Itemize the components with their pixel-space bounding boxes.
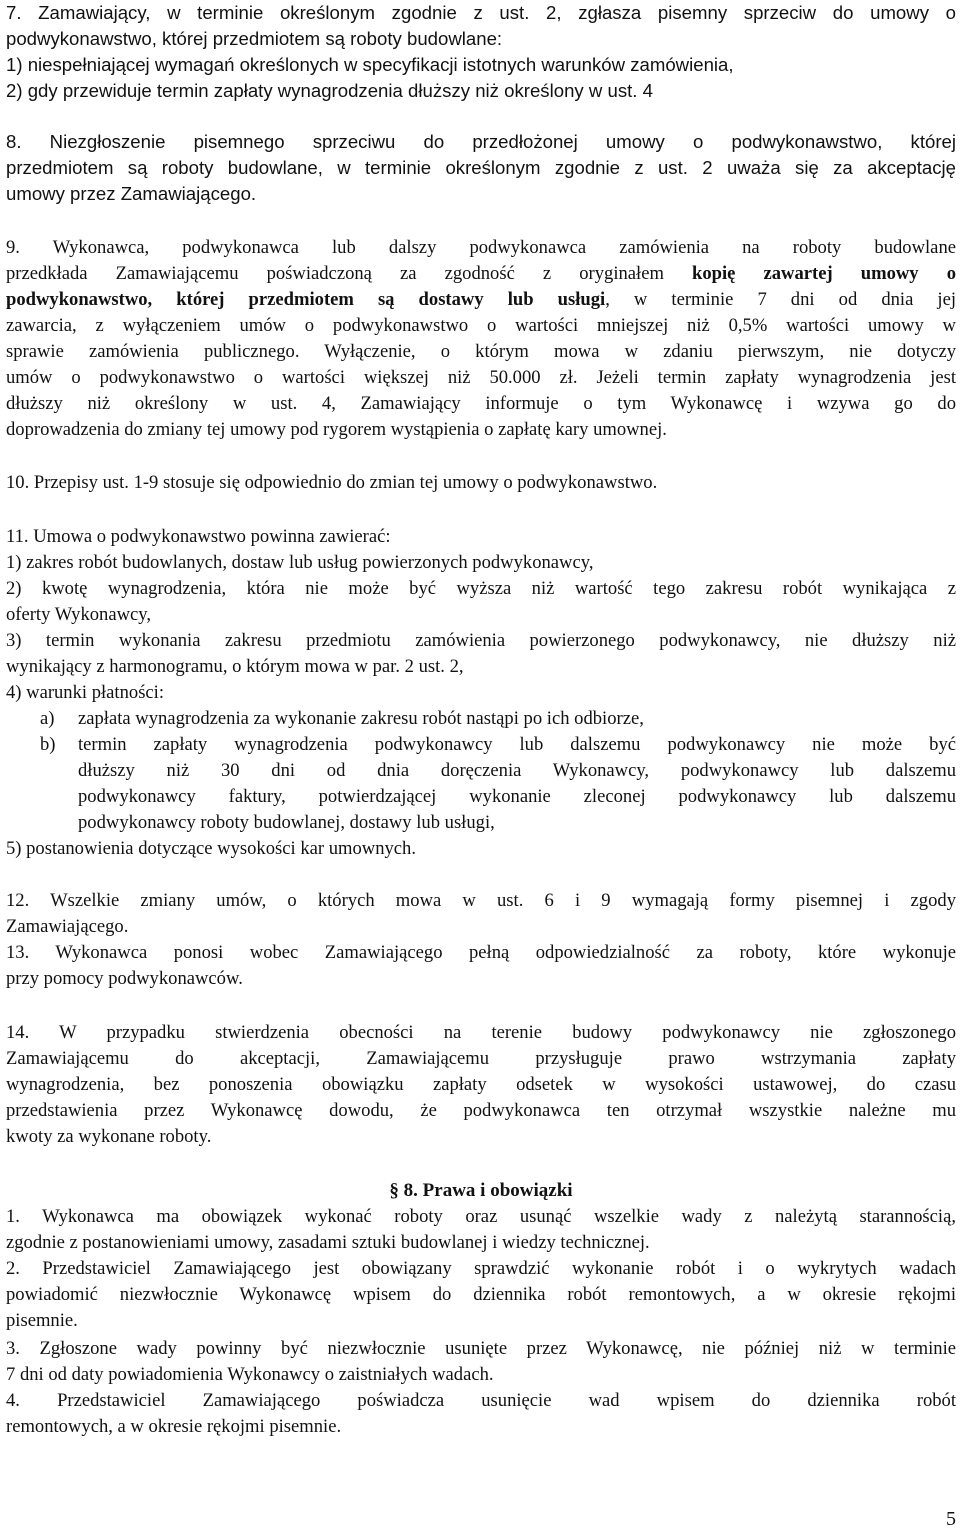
rights-line-6: 3. Zgłoszone wady powinny być niezwłocznie usunięte przez Wykonawcę, nie później niż w terminie (6, 1338, 956, 1359)
paragraph-11-item-2-line-2: oferty Wykonawcy, (6, 604, 151, 625)
paragraph-14-line-2: Zamawiającemu do akceptacji, Zamawiającemu przysługuje prawo wstrzymania zapłaty (6, 1048, 956, 1069)
rights-line-2: zgodnie z postanowieniami umowy, zasadami sztuki budowlanej i wiedzy technicznej. (6, 1232, 650, 1253)
subitem-b-line-1: termin zapłaty wynagrodzenia podwykonawcy lub dalszemu podwykonawcy nie może być (78, 734, 956, 755)
paragraph-10: 10. Przepisy ust. 1-9 stosuje się odpowiednio do zmian tej umowy o podwykonawstwo. (6, 472, 658, 493)
page-number: 5 (946, 1508, 956, 1530)
paragraph-14-line-1: 14. W przypadku stwierdzenia obecności na terenie budowy podwykonawcy nie zgłoszonego (6, 1022, 956, 1043)
paragraph-11-item-4: 4) warunki płatności: (6, 682, 165, 703)
subitem-a-label: a) (40, 708, 55, 729)
paragraph-9-line-6: umów o podwykonawstwo o wartości większej niż 50.000 zł. Jeżeli termin zapłaty wynagrodzenia jest (6, 367, 956, 388)
paragraph-9-text: , w terminie 7 dni od dnia jej (605, 289, 956, 310)
subitem-a-text: zapłata wynagrodzenia za wykonanie zakresu robót nastąpi po ich odbiorze, (78, 708, 644, 729)
paragraph-8-line-2: przedmiotem są roboty budowlane, w terminie określonym zgodnie z ust. 2 uważa się za akceptację (6, 157, 956, 178)
subitem-b-line-2: dłuższy niż 30 dni od dnia doręczenia Wykonawcy, podwykonawcy lub dalszemu (78, 760, 956, 781)
paragraph-11-item-5: 5) postanowienia dotyczące wysokości kar umownych. (6, 838, 416, 859)
paragraph-7-line-1: 7. Zamawiający, w terminie określonym zgodnie z ust. 2, zgłasza pisemny sprzeciw do umowy o (6, 2, 956, 23)
paragraph-14-line-4: przedstawienia przez Wykonawcę dowodu, że podwykonawca ten otrzymał wszystkie należne mu (6, 1100, 956, 1121)
paragraph-12-line-2: Zamawiającego. (6, 916, 129, 937)
rights-line-8: 4. Przedstawiciel Zamawiającego poświadcza usunięcie wad wpisem do dziennika robót (6, 1390, 956, 1411)
paragraph-8-line-1: 8. Niezgłoszenie pisemnego sprzeciwu do przedłożonej umowy o podwykonawstwo, której (6, 131, 956, 152)
paragraph-14-line-5: kwoty za wykonane roboty. (6, 1126, 212, 1147)
paragraph-11-item-3-line-2: wynikający z harmonogramu, o którym mowa w par. 2 ust. 2, (6, 656, 464, 677)
paragraph-7-line-2: podwykonawstwo, której przedmiotem są roboty budowlane: (6, 28, 503, 49)
paragraph-9-text: przedkłada Zamawiającemu poświadczoną za zgodność z oryginałem (6, 263, 693, 284)
subitem-b-line-4: podwykonawcy roboty budowlanej, dostawy lub usługi, (78, 812, 495, 833)
paragraph-9-line-7: dłuższy niż określony w ust. 4, Zamawiający informuje o tym Wykonawcę i wzywa go do (6, 393, 956, 414)
paragraph-9-bold-text: podwykonawstwo, której przedmiotem są dostawy lub usługi (6, 289, 606, 310)
section-heading: § 8. Prawa i obowiązki (389, 1180, 573, 1201)
paragraph-9-line-2 (6, 261, 956, 287)
rights-line-9: remontowych, a w okresie rękojmi pisemnie. (6, 1416, 342, 1437)
paragraph-11-item-3-line-1: 3) termin wykonania zakresu przedmiotu zamówienia powierzonego podwykonawcy, nie dłuższy niż (6, 630, 956, 651)
rights-line-4: powiadomić niezwłocznie Wykonawcę wpisem do dziennika robót remontowych, a w okresie rękojmi (6, 1284, 956, 1305)
subitem-b-line-3: podwykonawcy faktury, potwierdzającej wykonanie zleconej podwykonawcy lub dalszemu (78, 786, 956, 807)
paragraph-13-line-1: 13. Wykonawca ponosi wobec Zamawiającego pełną odpowiedzialność za roboty, które wykonuje (6, 942, 956, 963)
rights-line-3: 2. Przedstawiciel Zamawiającego jest obowiązany sprawdzić wykonanie robót i o wykrytych wadach (6, 1258, 956, 1279)
paragraph-9-bold-text: kopię zawartej umowy o (692, 263, 956, 284)
rights-line-5: pisemnie. (6, 1310, 78, 1331)
paragraph-13-line-2: przy pomocy podwykonawców. (6, 968, 243, 989)
subitem-b-label: b) (40, 734, 56, 755)
paragraph-9-line-5: sprawie zamówienia publicznego. Wyłączenie, o którym mowa w zdaniu pierwszym, nie dotyczy (6, 341, 956, 362)
paragraph-7-item-1: 1) niespełniającej wymagań określonych w specyfikacji istotnych warunków zamówienia, (6, 54, 734, 75)
paragraph-7-item-2: 2) gdy przewiduje termin zapłaty wynagrodzenia dłuższy niż określony w ust. 4 (6, 80, 653, 101)
paragraph-11-item-2-line-1: 2) kwotę wynagrodzenia, która nie może być wyższa niż wartość tego zakresu robót wynikająca z (6, 578, 956, 599)
paragraph-9-line-8: doprowadzenia do zmiany tej umowy pod rygorem wystąpienia o zapłatę kary umownej. (6, 419, 667, 440)
paragraph-9-line-1: 9. Wykonawca, podwykonawca lub dalszy podwykonawca zamówienia na roboty budowlane (6, 237, 956, 258)
paragraph-9-line-3 (6, 287, 956, 313)
paragraph-11-item-1: 1) zakres robót budowlanych, dostaw lub usług powierzonych podwykonawcy, (6, 552, 594, 573)
paragraph-8-line-3: umowy przez Zamawiającego. (6, 183, 257, 204)
paragraph-14-line-3: wynagrodzenia, bez ponoszenia obowiązku zapłaty odsetek w wysokości ustawowej, do czasu (6, 1074, 956, 1095)
paragraph-12-line-1: 12. Wszelkie zmiany umów, o których mowa w ust. 6 i 9 wymagają formy pisemnej i zgody (6, 890, 956, 911)
paragraph-11-intro: 11. Umowa o podwykonawstwo powinna zawierać: (6, 526, 391, 547)
rights-line-1: 1. Wykonawca ma obowiązek wykonać roboty oraz usunąć wszelkie wady z należytą starannością, (6, 1206, 956, 1227)
paragraph-9-line-4: zawarcia, z wyłączeniem umów o podwykonawstwo o wartości mniejszej niż 0,5% wartości umowy w (6, 315, 956, 336)
rights-line-7: 7 dni od daty powiadomienia Wykonawcy o zaistniałych wadach. (6, 1364, 494, 1385)
